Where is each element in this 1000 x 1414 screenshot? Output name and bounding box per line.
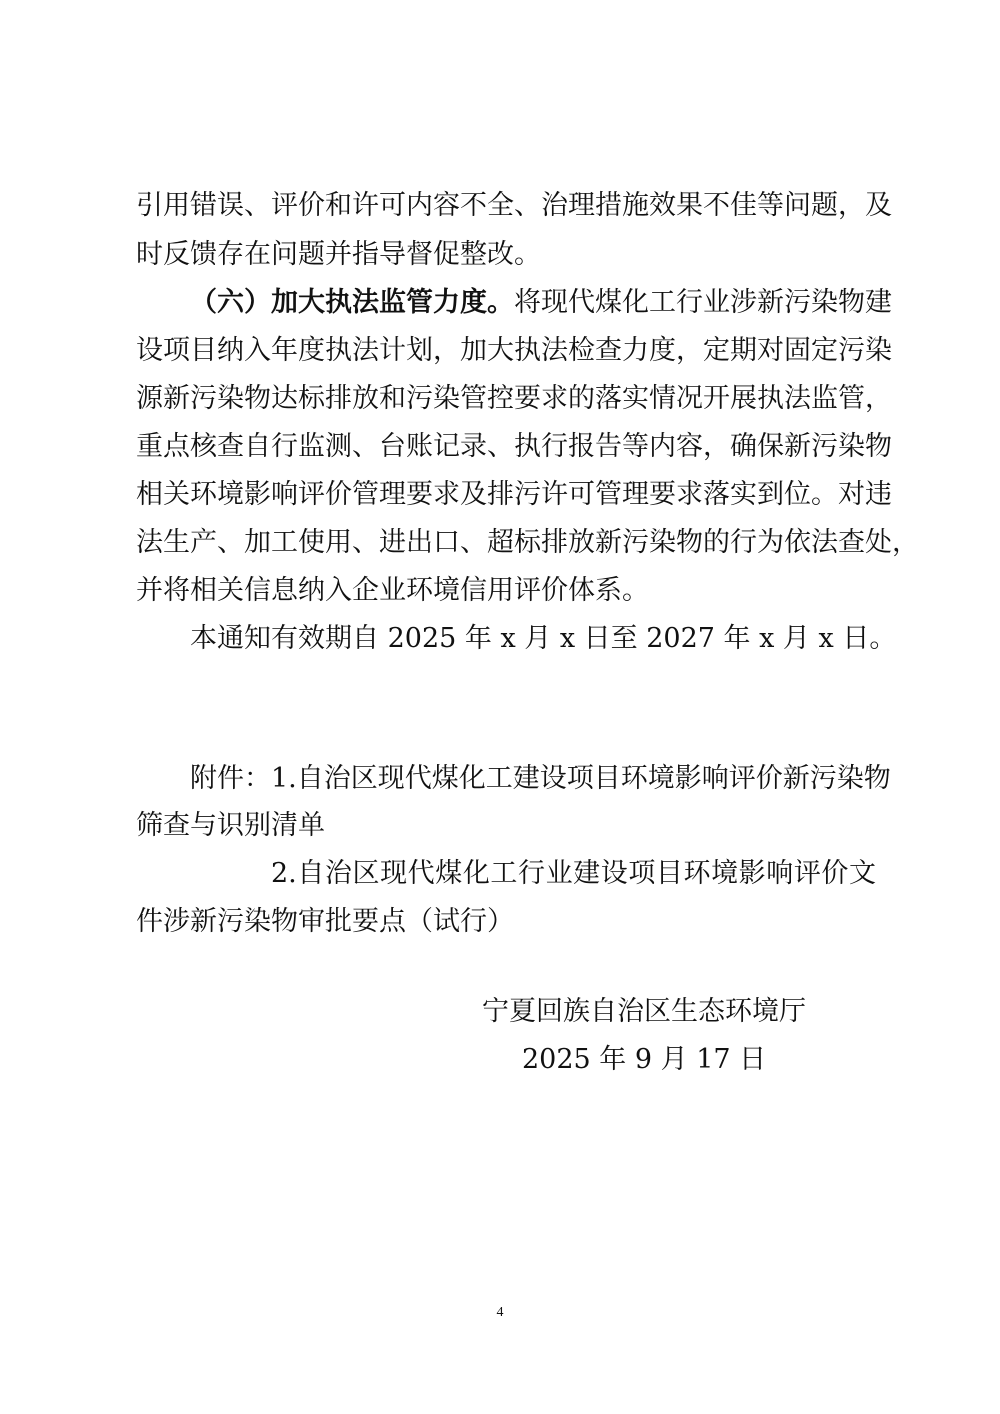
paragraph-2-line-2: 设项目纳入年度执法计划，加大执法检查力度，定期对固定污染 (136, 335, 892, 366)
attachment-2-line-1: 2.自治区现代煤化工行业建设项目环境影响评价文 (271, 858, 876, 889)
paragraph-2-line-6: 法生产、加工使用、进出口、超标排放新污染物的行为依法查处， (136, 527, 919, 558)
paragraph-2-line-5: 相关环境影响评价管理要求及排污许可管理要求落实到位。对违 (136, 479, 892, 510)
paragraph-2-line-3: 源新污染物达标排放和污染管控要求的落实情况开展执法监管， (136, 383, 892, 414)
section-heading: （六）加大执法监管力度。 (190, 287, 514, 318)
attachment-2-line-2: 件涉新污染物审批要点（试行） (136, 906, 514, 937)
paragraph-2-line-4: 重点核查自行监测、台账记录、执行报告等内容，确保新污染物 (136, 431, 892, 462)
page-number: 4 (496, 1305, 504, 1320)
paragraph-1-line-1: 引用错误、评价和许可内容不全、治理措施效果不佳等问题，及 (136, 190, 892, 221)
attachment-1-line-1: 附件：1.自治区现代煤化工建设项目环境影响评价新污染物 (190, 763, 891, 794)
validity-period-text: 本通知有效期自 2025 年 x 月 x 日至 2027 年 x 月 x 日。 (190, 623, 897, 654)
paragraph-2-line-7: 并将相关信息纳入企业环境信用评价体系。 (136, 575, 649, 606)
paragraph-1-line-2: 时反馈存在问题并指导督促整改。 (136, 239, 541, 270)
issuing-organization: 宁夏回族自治区生态环境厅 (482, 996, 806, 1027)
attachment-1-line-2: 筛查与识别清单 (136, 810, 325, 841)
paragraph-2-line-1-text: 将现代煤化工行业涉新污染物建 (514, 287, 892, 318)
issue-date: 2025 年 9 月 17 日 (522, 1044, 767, 1075)
paragraph-2-line-1 (190, 285, 892, 321)
